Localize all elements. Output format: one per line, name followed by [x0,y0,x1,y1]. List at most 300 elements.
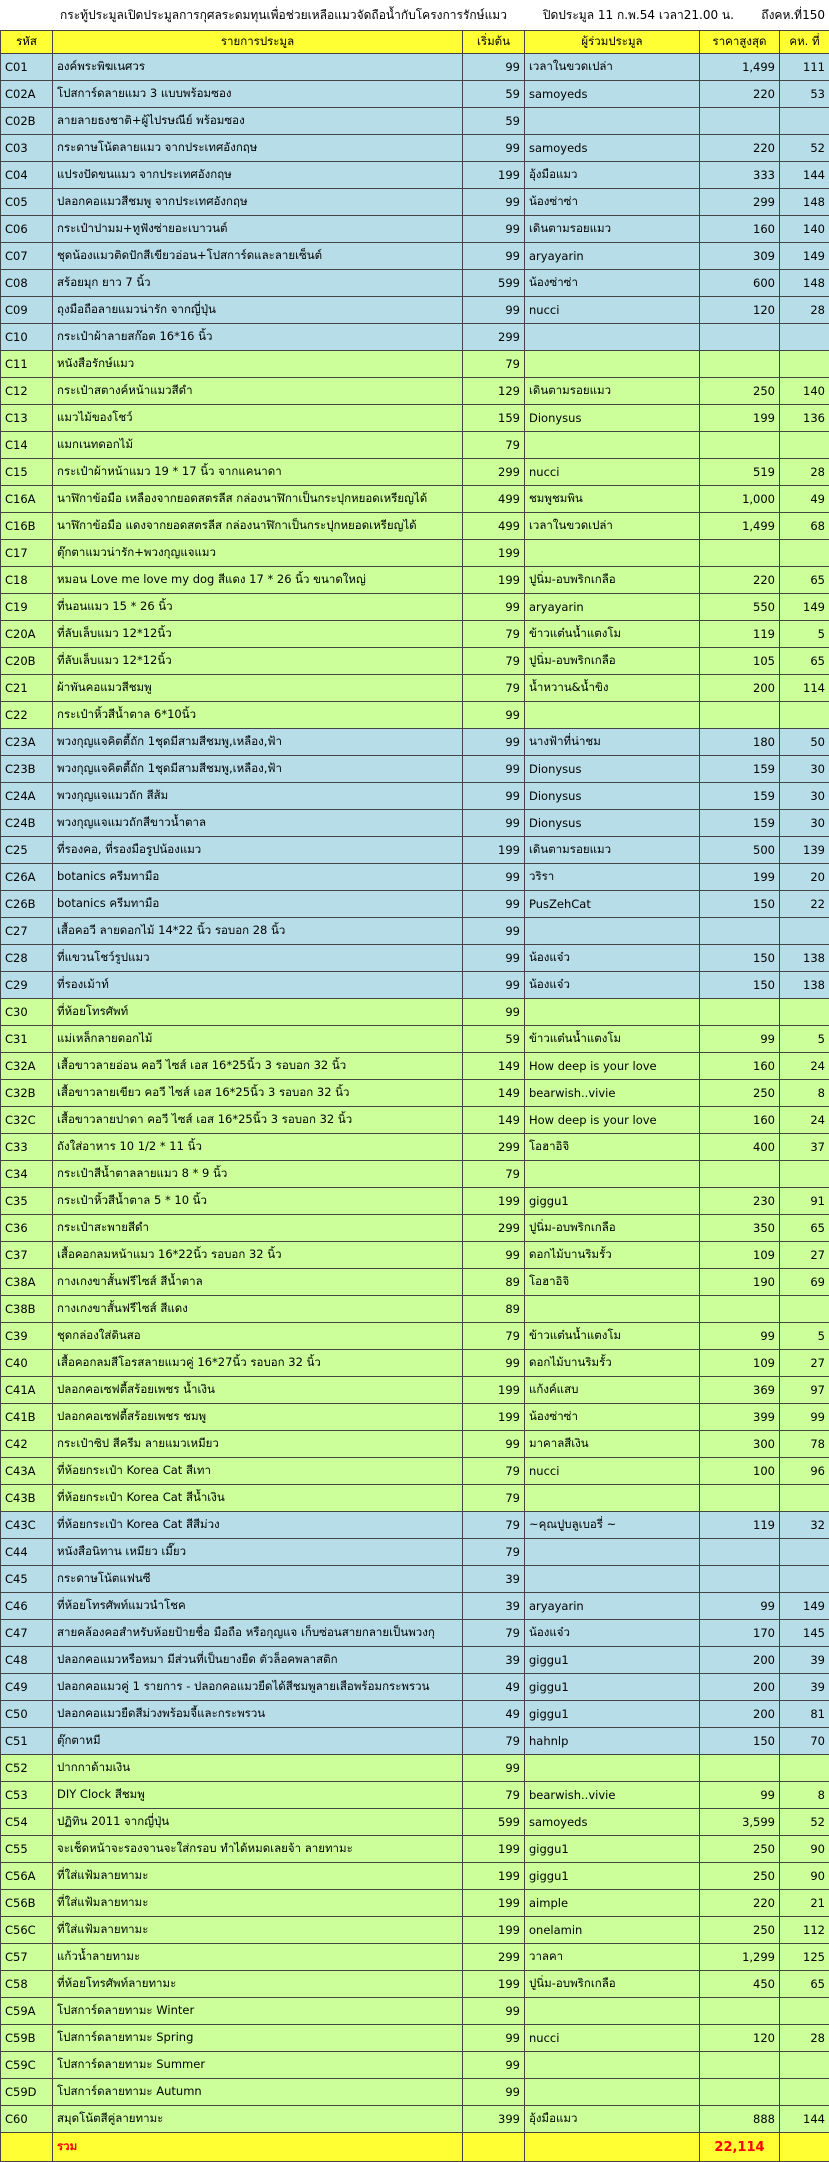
row-item: ที่ลับเล็บแมว 12*12นิ้ว [53,648,463,675]
row-ref: 21 [780,1890,829,1917]
row-bidder: น้องซ่าซ่า [525,270,700,297]
row-code: C26A [1,864,53,891]
table-row [1,1242,829,1269]
row-item: botanics ครีมทามือ [53,891,463,918]
row-code: C44 [1,1539,53,1566]
row-bidder: giggu1 [525,1863,700,1890]
row-start: 59 [463,108,525,135]
table-row [1,972,829,999]
row-price [700,1296,780,1323]
row-ref: 30 [780,756,829,783]
row-start: 79 [463,648,525,675]
row-price: 250 [700,1917,780,1944]
row-bidder: samoyeds [525,81,700,108]
row-price: 220 [700,567,780,594]
table-row [1,135,829,162]
row-bidder: giggu1 [525,1674,700,1701]
row-price [700,1485,780,1512]
row-item: หนังสือรักษ์แมว [53,351,463,378]
row-bidder: nucci [525,297,700,324]
row-ref: 68 [780,513,829,540]
row-start: 79 [463,1458,525,1485]
row-price: 250 [700,1836,780,1863]
table-row [1,999,829,1026]
total-row [1,2133,829,2162]
table-row [1,810,829,837]
row-code: C38A [1,1269,53,1296]
table-row [1,702,829,729]
row-price: 119 [700,1512,780,1539]
row-price: 99 [700,1026,780,1053]
row-code: C20B [1,648,53,675]
row-item: DIY Clock สีชมพู [53,1782,463,1809]
table-row [1,2025,829,2052]
row-price [700,1566,780,1593]
row-price: 109 [700,1350,780,1377]
row-bidder: How deep is your love [525,1053,700,1080]
row-bidder: giggu1 [525,1188,700,1215]
table-row [1,2106,829,2133]
row-code: C01 [1,54,53,81]
row-start: 79 [463,1485,525,1512]
table-row [1,270,829,297]
row-start: 79 [463,1539,525,1566]
table-row [1,1674,829,1701]
row-price: 400 [700,1134,780,1161]
row-bidder [525,999,700,1026]
row-ref [780,918,829,945]
table-row [1,1944,829,1971]
row-ref: 37 [780,1134,829,1161]
row-item: โปสการ์ดลายทามะ Winter [53,1998,463,2025]
row-start: 129 [463,378,525,405]
row-code: C02A [1,81,53,108]
row-item: กระเป๋าสีน้ำตาลลายแมว 8 * 9 นิ้ว [53,1161,463,1188]
row-price: 450 [700,1971,780,1998]
row-price: 200 [700,1674,780,1701]
row-price: 199 [700,405,780,432]
row-start: 99 [463,2052,525,2079]
row-code: C56C [1,1917,53,1944]
row-start: 59 [463,1026,525,1053]
table-row [1,1917,829,1944]
row-item: หนังสือนิทาน เหมียว เมี๊ยว [53,1539,463,1566]
row-item: กระเป๋าผ้าลายสก๊อต 16*16 นิ้ว [53,324,463,351]
table-row [1,1755,829,1782]
row-ref [780,324,829,351]
row-code: C26B [1,891,53,918]
row-ref: 96 [780,1458,829,1485]
row-bidder: นางฟ้าที่น่าชม [525,729,700,756]
title-row [0,0,829,30]
row-price [700,351,780,378]
row-item: แมกเนทดอกไม้ [53,432,463,459]
table-row [1,1539,829,1566]
row-item: หมอน Love me love my dog สีแดง 17 * 26 นิ้ว ขนาดใหญ่ [53,567,463,594]
row-code: C07 [1,243,53,270]
row-item: เสื้อคอวี ลายดอกไม้ 14*22 นิ้ว รอบอก 28 นิ้ว [53,918,463,945]
row-item: ที่ห้อยกระเป๋า Korea Cat สีสีม่วง [53,1512,463,1539]
row-start: 99 [463,702,525,729]
row-price: 99 [700,1323,780,1350]
row-bidder: โอฮาอิจิ [525,1134,700,1161]
row-price: 299 [700,189,780,216]
row-code: C33 [1,1134,53,1161]
row-price [700,1539,780,1566]
row-start: 199 [463,1377,525,1404]
row-start: 299 [463,1944,525,1971]
header-row [1,31,829,54]
row-start: 79 [463,621,525,648]
row-ref [780,540,829,567]
row-bidder: เดินตามรอยแมว [525,837,700,864]
row-ref: 20 [780,864,829,891]
row-start: 99 [463,243,525,270]
row-code: C47 [1,1620,53,1647]
row-price [700,702,780,729]
row-bidder: ดอกไม้บานริมรั้ว [525,1350,700,1377]
table-row [1,2052,829,2079]
row-bidder: ปูนิ่ม-อบพริกเกลือ [525,648,700,675]
row-start: 99 [463,1431,525,1458]
row-item: botanics ครีมทามือ [53,864,463,891]
row-bidder [525,324,700,351]
row-bidder: PusZehCat [525,891,700,918]
row-bidder: giggu1 [525,1836,700,1863]
row-start: 79 [463,1161,525,1188]
row-item: กางเกงขาสั้นฟรีไซส์ สีแดง [53,1296,463,1323]
row-item: โปสการ์ดลายแมว 3 แบบพร้อมซอง [53,81,463,108]
row-code: C16A [1,486,53,513]
row-code: C53 [1,1782,53,1809]
row-code: C43A [1,1458,53,1485]
row-bidder [525,1296,700,1323]
row-start: 59 [463,81,525,108]
row-start: 499 [463,513,525,540]
row-code: C30 [1,999,53,1026]
row-start: 79 [463,675,525,702]
row-item: พวงกุญแจคิตตี้ถัก 1ชุดมีสามสีชมพู,เหลือง,ฟ้า [53,729,463,756]
row-code: C59D [1,2079,53,2106]
row-bidder [525,540,700,567]
row-start: 599 [463,1809,525,1836]
total-value: 22,114 [700,2133,780,2162]
row-item: ชุดกล่องใส่ดินสอ [53,1323,463,1350]
row-code: C10 [1,324,53,351]
row-ref: 49 [780,486,829,513]
row-item: ปลอกคอแมวหรือหมา มีส่วนที่เป็นยางยืด ตัวล็อคพลาสติก [53,1647,463,1674]
row-code: C32C [1,1107,53,1134]
row-bidder: วาลคา [525,1944,700,1971]
row-code: C02B [1,108,53,135]
row-code: C03 [1,135,53,162]
row-ref [780,999,829,1026]
row-start: 99 [463,189,525,216]
total-spacer-4 [780,2133,829,2162]
row-ref: 138 [780,945,829,972]
table-row [1,675,829,702]
row-price: 250 [700,378,780,405]
close-time: ปิดประมูล 11 ก.พ.54 เวลา21.00 น. [535,6,761,25]
row-code: C12 [1,378,53,405]
row-bidder: น้ำหวาน&น้ำขิง [525,675,700,702]
row-bidder: Dionysus [525,756,700,783]
row-bidder [525,108,700,135]
row-price: 159 [700,783,780,810]
col-header-ref: คห. ที่ [780,31,829,54]
row-ref: 65 [780,1971,829,1998]
row-code: C43C [1,1512,53,1539]
row-price: 159 [700,756,780,783]
table-row [1,1215,829,1242]
row-ref [780,351,829,378]
row-price: 888 [700,2106,780,2133]
row-price: 180 [700,729,780,756]
row-bidder: มาคาลสีเงิน [525,1431,700,1458]
row-start: 99 [463,2079,525,2106]
row-item: องค์พระพิฆเนศวร [53,54,463,81]
row-item: ชุดน้องแมวติดปักสีเขียวอ่อน+โปสการ์ดและลายเซ็นต์ [53,243,463,270]
table-row [1,1647,829,1674]
row-bidder: วริรา [525,864,700,891]
row-start: 49 [463,1701,525,1728]
row-start: 99 [463,891,525,918]
row-start: 199 [463,567,525,594]
row-bidder: ชมพูชมพิน [525,486,700,513]
row-code: C58 [1,1971,53,1998]
row-bidder: ข้าวแต๋นน้ำแตงโม [525,621,700,648]
row-ref: 114 [780,675,829,702]
row-code: C41A [1,1377,53,1404]
row-ref: 39 [780,1647,829,1674]
row-item: เสื้อคอกลมหน้าแมว 16*22นิ้ว รอบอก 32 นิ้ว [53,1242,463,1269]
row-code: C09 [1,297,53,324]
col-header-bidder: ผู้ร่วมประมูล [525,31,700,54]
row-item: ที่ลับเล็บแมว 12*12นิ้ว [53,621,463,648]
row-item: ที่รองเม้าท์ [53,972,463,999]
row-ref: 136 [780,405,829,432]
row-ref: 144 [780,162,829,189]
row-ref [780,1161,829,1188]
row-code: C22 [1,702,53,729]
row-ref [780,432,829,459]
row-bidder: nucci [525,459,700,486]
table-row [1,648,829,675]
row-ref: 91 [780,1188,829,1215]
row-code: C23B [1,756,53,783]
row-bidder: Dionysus [525,810,700,837]
row-item: กระเป๋าผ้าหน้าแมว 19 * 17 นิ้ว จากแคนาดา [53,459,463,486]
row-bidder: samoyeds [525,135,700,162]
row-bidder [525,432,700,459]
row-ref: 70 [780,1728,829,1755]
row-start: 99 [463,729,525,756]
row-bidder: อุ้งมือแมว [525,2106,700,2133]
row-price: 109 [700,1242,780,1269]
row-price [700,432,780,459]
row-price: 300 [700,1431,780,1458]
table-row [1,1809,829,1836]
table-row [1,1836,829,1863]
row-ref: 90 [780,1863,829,1890]
row-price: 1,499 [700,54,780,81]
row-start: 199 [463,1836,525,1863]
row-code: C55 [1,1836,53,1863]
row-ref: 22 [780,891,829,918]
row-bidder: aryayarin [525,594,700,621]
row-start: 99 [463,54,525,81]
row-bidder [525,1755,700,1782]
row-ref: 140 [780,378,829,405]
table-row [1,1782,829,1809]
row-ref: 24 [780,1053,829,1080]
row-ref: 27 [780,1350,829,1377]
row-ref: 81 [780,1701,829,1728]
row-start: 299 [463,1134,525,1161]
row-start: 99 [463,216,525,243]
row-ref: 24 [780,1107,829,1134]
table-row [1,243,829,270]
row-ref: 28 [780,459,829,486]
row-item: สายคล้องคอสำหรับห้อยป้ายชื่อ มือถือ หรือกุญแจ เก็บซ่อนสายกลายเป็นพวงกุ [53,1620,463,1647]
row-code: C37 [1,1242,53,1269]
table-row [1,540,829,567]
row-item: ปลอกคอเซฟตี้สร้อยเพชร น้ำเงิน [53,1377,463,1404]
row-item: พวงกุญแจคิตตี้ถัก 1ชุดมีสามสีชมพู,เหลือง,ฟ้า [53,756,463,783]
sheet-title: กระทู้ประมูลเปิดประมูลการกุศลระดมทุนเพื่อช่วยเหลือแมวจัดถือน้ำกับโครงการรักษ์แมว [0,6,535,25]
col-header-start: เริ่มต้น [463,31,525,54]
row-start: 99 [463,1755,525,1782]
row-start: 99 [463,1350,525,1377]
row-start: 599 [463,270,525,297]
row-price: 309 [700,243,780,270]
row-code: C21 [1,675,53,702]
row-start: 99 [463,864,525,891]
row-price: 170 [700,1620,780,1647]
row-bidder [525,1566,700,1593]
row-start: 99 [463,1242,525,1269]
row-item: สร้อยมุก ยาว 7 นิ้ว [53,270,463,297]
row-code: C56A [1,1863,53,1890]
row-start: 89 [463,1296,525,1323]
row-bidder: ข้าวแต๋นน้ำแตงโม [525,1026,700,1053]
row-start: 79 [463,1782,525,1809]
row-start: 399 [463,2106,525,2133]
row-price: 250 [700,1080,780,1107]
row-item: กระเป๋าปามม+ทูฟังซ่ายอะเบาวนต์ [53,216,463,243]
row-code: C24A [1,783,53,810]
table-row [1,486,829,513]
row-price: 150 [700,972,780,999]
row-code: C25 [1,837,53,864]
row-item: กางเกงขาสั้นฟรีไซส์ สีน้ำตาล [53,1269,463,1296]
row-ref: 52 [780,1809,829,1836]
row-bidder [525,1485,700,1512]
row-item: สมุดโน้ตสีคู่ลายทามะ [53,2106,463,2133]
row-item: กระเป๋าหิ้วสีน้ำตาล 5 * 10 นิ้ว [53,1188,463,1215]
row-price: 369 [700,1377,780,1404]
row-code: C28 [1,945,53,972]
row-item: กระเป๋าสตางค์หน้าแมวสีดำ [53,378,463,405]
row-item: ปลอกคอเซฟตี้สร้อยเพชร ชมพู [53,1404,463,1431]
table-row [1,2079,829,2106]
row-price: 190 [700,1269,780,1296]
row-start: 99 [463,972,525,999]
row-item: ที่ใส่แฟ้มลายทามะ [53,1917,463,1944]
row-ref: 140 [780,216,829,243]
row-price: 350 [700,1215,780,1242]
row-price [700,108,780,135]
row-ref: 99 [780,1404,829,1431]
row-code: C14 [1,432,53,459]
row-ref: 148 [780,270,829,297]
row-bidder: น้องซ่าซ่า [525,1404,700,1431]
row-price [700,1998,780,2025]
row-code: C38B [1,1296,53,1323]
row-code: C46 [1,1593,53,1620]
row-code: C06 [1,216,53,243]
row-ref: 5 [780,1323,829,1350]
row-start: 199 [463,540,525,567]
row-item: แม่เหล็กลายดอกไม้ [53,1026,463,1053]
table-row [1,1566,829,1593]
row-code: C05 [1,189,53,216]
row-ref: 30 [780,783,829,810]
row-start: 299 [463,459,525,486]
row-code: C18 [1,567,53,594]
row-bidder: bearwish..vivie [525,1080,700,1107]
row-item: ปลอกคอแมวสีชมพู จากประเทศอังกฤษ [53,189,463,216]
row-code: C59A [1,1998,53,2025]
row-item: ที่ห้อยโทรศัพท์แมวนำโชค [53,1593,463,1620]
table-row [1,1134,829,1161]
row-start: 199 [463,1404,525,1431]
row-ref: 50 [780,729,829,756]
row-bidder: aimple [525,1890,700,1917]
row-price: 250 [700,1863,780,1890]
table-row [1,1971,829,1998]
row-ref: 144 [780,2106,829,2133]
row-item: ตุ๊กตาหมี [53,1728,463,1755]
row-ref: 97 [780,1377,829,1404]
row-ref [780,1998,829,2025]
row-ref: 149 [780,1593,829,1620]
table-row [1,1296,829,1323]
table-row [1,351,829,378]
row-start: 99 [463,783,525,810]
row-price: 200 [700,1701,780,1728]
row-price: 160 [700,216,780,243]
row-bidder: nucci [525,1458,700,1485]
row-start: 299 [463,324,525,351]
row-ref [780,2079,829,2106]
row-code: C27 [1,918,53,945]
row-code: C32A [1,1053,53,1080]
table-row [1,405,829,432]
row-start: 99 [463,1998,525,2025]
row-start: 99 [463,810,525,837]
row-code: C15 [1,459,53,486]
row-price: 500 [700,837,780,864]
row-start: 99 [463,918,525,945]
row-item: แก้วน้ำลายทามะ [53,1944,463,1971]
row-item: โปสการ์ดลายทามะ Summer [53,2052,463,2079]
row-ref: 65 [780,1215,829,1242]
row-ref [780,108,829,135]
row-price: 399 [700,1404,780,1431]
row-bidder: ข้าวแต๋นน้ำแตงโม [525,1323,700,1350]
table-row [1,1863,829,1890]
